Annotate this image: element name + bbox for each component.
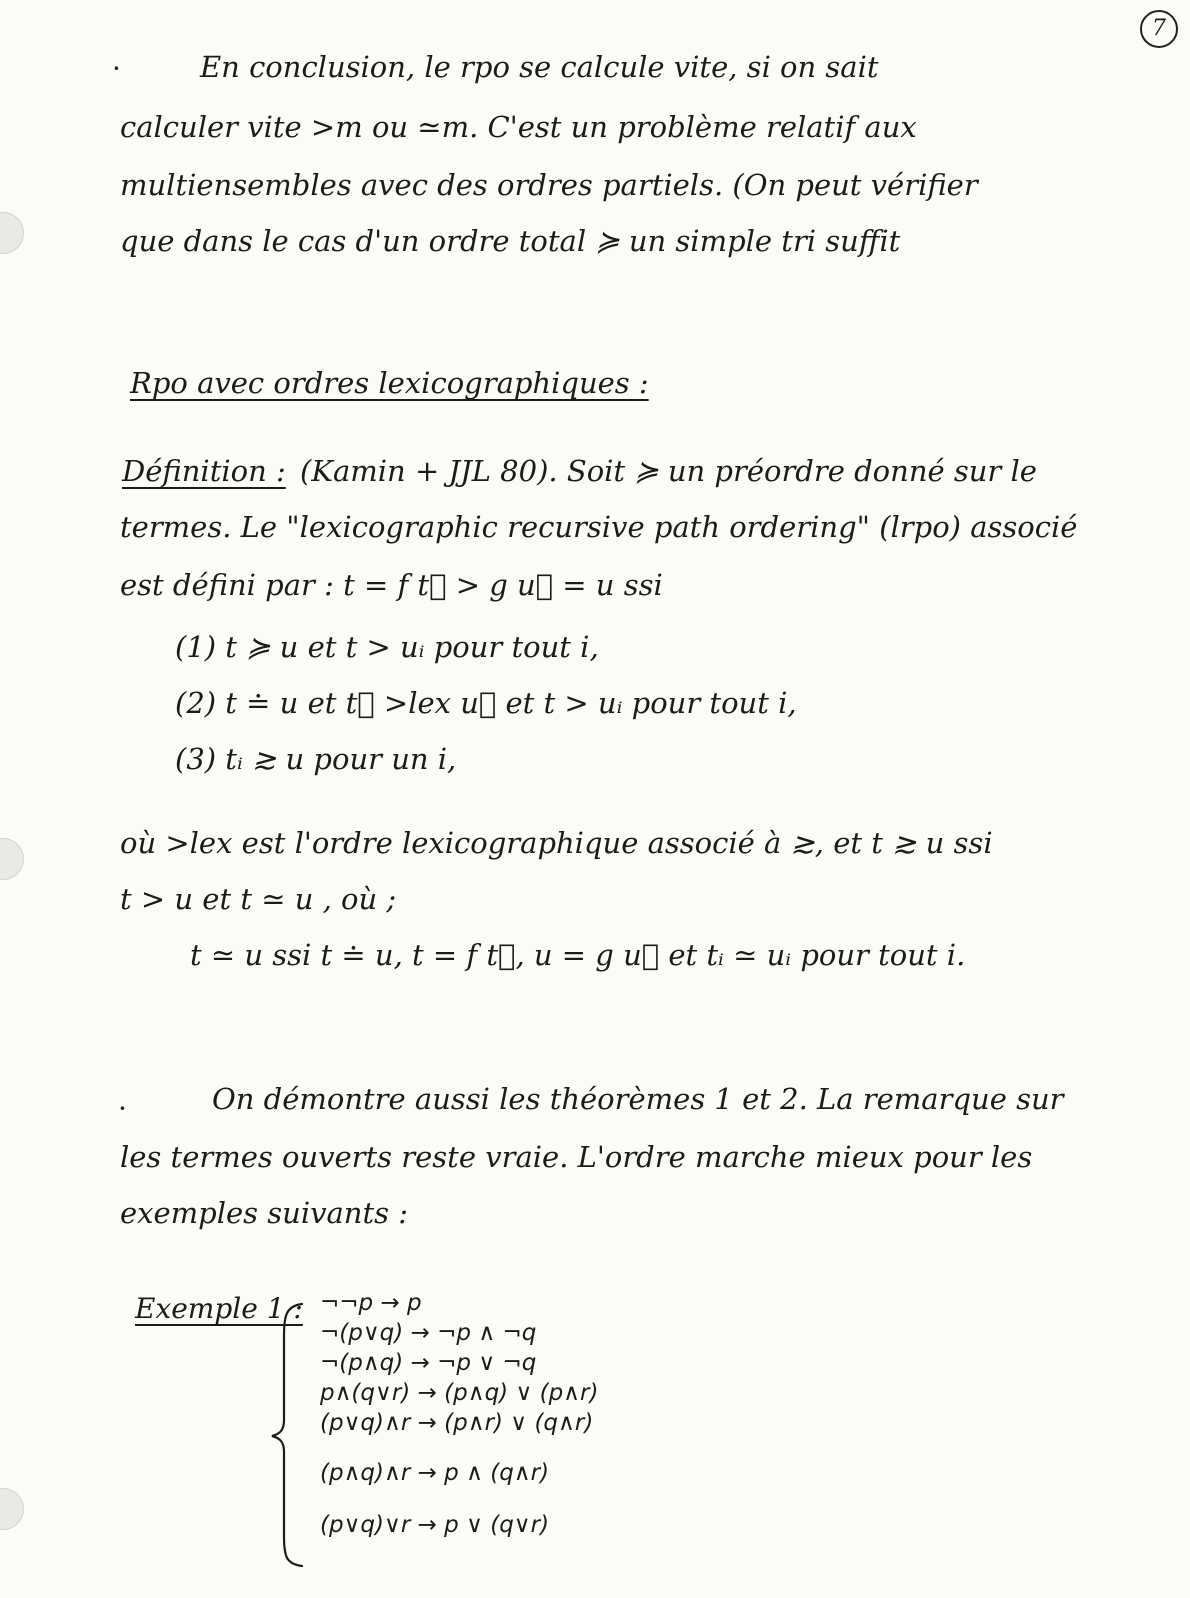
rewrite-rule: p∧(q∨r) → (p∧q) ∨ (p∧r) (320, 1380, 599, 1406)
definition-case: (3) tᵢ ≳ u pour un i, (175, 742, 457, 776)
definition-label: Définition : (122, 454, 286, 488)
para1-line: multiensembles avec des ordres partiels. (On peut vérifier (120, 168, 978, 202)
para2-line: les termes ouverts reste vraie. L'ordre marche mieux pour les (120, 1140, 1033, 1174)
binder-hole (0, 1488, 24, 1530)
bullet-mark: · (112, 52, 121, 85)
binder-hole (0, 838, 24, 880)
definition-after-line: t > u et t ≃ u , où ; (120, 882, 397, 916)
section-heading: Rpo avec ordres lexicographiques : (130, 366, 649, 400)
equivalence-definition: t ≃ u ssi t ≐ u, t = f t⃗, u = g u⃗ et tᵢ ≃ uᵢ pour tout i. (190, 938, 966, 972)
bullet-mark: · (118, 1092, 127, 1125)
binder-hole (0, 212, 24, 254)
rewrite-rule: (p∧q)∧r → p ∧ (q∧r) (320, 1460, 550, 1486)
rewrite-rule: (p∨q)∧r → (p∧r) ∨ (q∧r) (320, 1410, 594, 1436)
rewrite-rule: (p∨q)∨r → p ∨ (q∨r) (320, 1512, 550, 1538)
para1-line: que dans le cas d'un ordre total ≽ un simple tri suffit (120, 224, 901, 258)
para1-line: En conclusion, le rpo se calcule vite, si on sait (200, 50, 879, 84)
page-number: 7 (1140, 10, 1178, 48)
rewrite-rule: ¬¬p → p (320, 1290, 422, 1316)
definition-case: (1) t ≽ u et t > uᵢ pour tout i, (175, 630, 599, 664)
definition-after-line: où >lex est l'ordre lexicographique associé à ≳, et t ≳ u ssi (120, 826, 993, 860)
definition-line: termes. Le "lexicographic recursive path ordering" (lrpo) associé (120, 510, 1078, 544)
example-label: Exemple 1 : (135, 1292, 303, 1325)
para2-line: On démontre aussi les théorèmes 1 et 2. La remarque sur (212, 1082, 1064, 1116)
para1-line: calculer vite >m ou ≃m. C'est un problème relatif aux (120, 110, 917, 144)
left-brace (268, 1300, 308, 1570)
rewrite-rule: ¬(p∨q) → ¬p ∧ ¬q (320, 1320, 537, 1346)
definition-line: (Kamin + JJL 80). Soit ≽ un préordre donné sur le (300, 454, 1037, 488)
para2-line: exemples suivants : (120, 1196, 408, 1230)
definition-line: est défini par : t = f t⃗ > g u⃗ = u ssi (120, 568, 663, 602)
rewrite-rule: ¬(p∧q) → ¬p ∨ ¬q (320, 1350, 537, 1376)
definition-case: (2) t ≐ u et t⃗ >lex u⃗ et t > uᵢ pour tout i, (175, 686, 797, 720)
